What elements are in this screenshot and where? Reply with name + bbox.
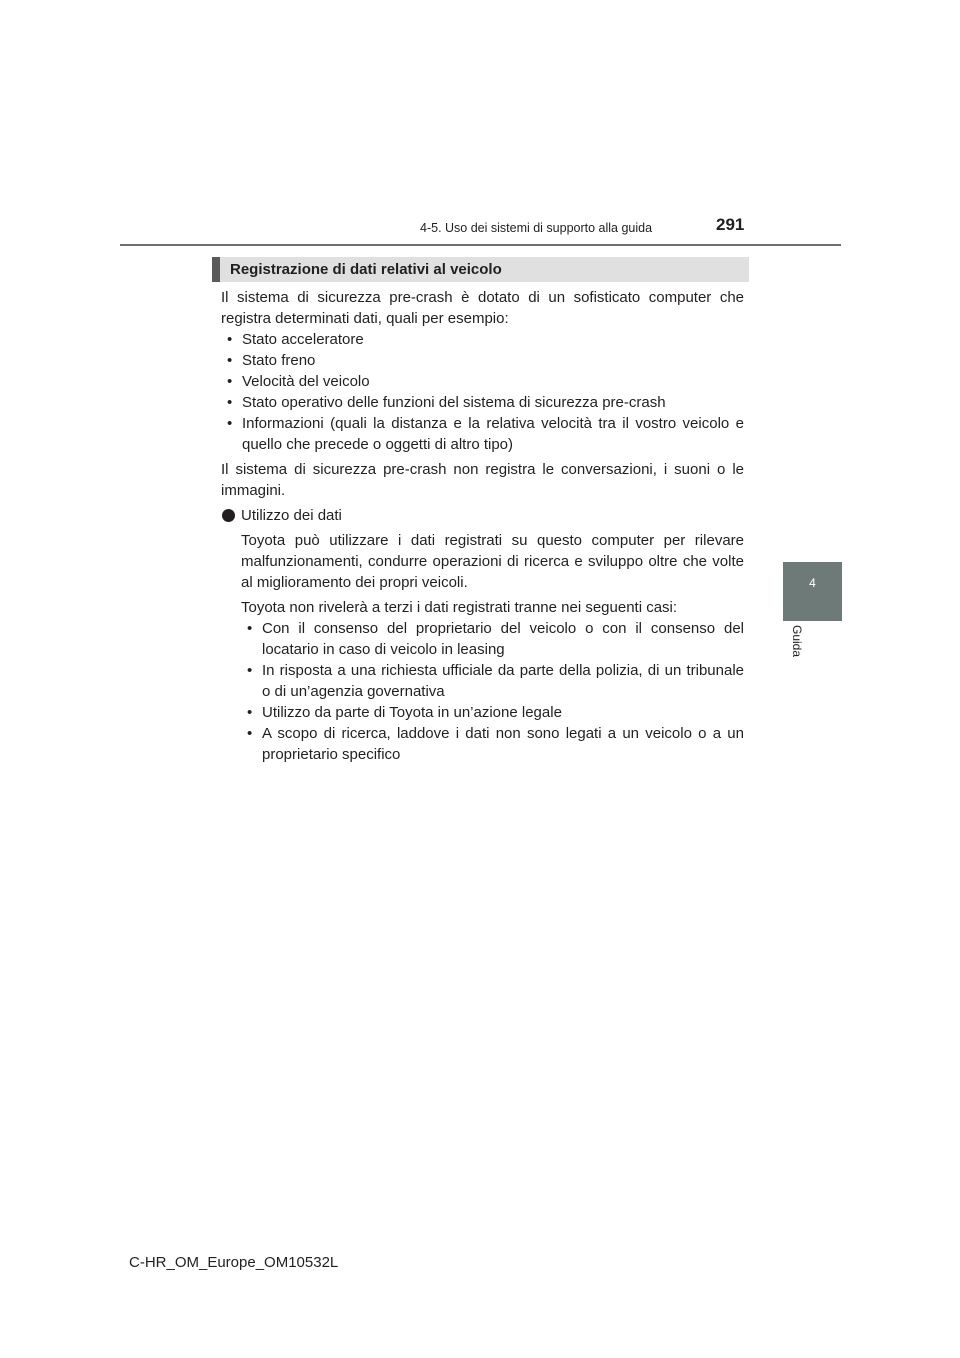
chapter-tab-label: Guida [790, 625, 804, 658]
section-heading-accent [212, 257, 220, 282]
note-paragraph: Il sistema di sicurezza pre-crash non registra le conversazioni, i suoni o le immagini. [221, 461, 744, 499]
list-item: • Stato freno [221, 350, 744, 371]
list-item: • Con il consenso del proprietario del veicolo o con il consenso del locatario in caso di veicolo in leasing [241, 618, 744, 660]
disclosure-cases-list [241, 618, 744, 765]
list-item: • Velocità del veicolo [221, 371, 744, 392]
list-item: • Stato operativo delle funzioni del sistema di sicurezza pre-crash [221, 392, 744, 413]
page-number: 291 [716, 215, 745, 234]
list-item: • Stato acceleratore [221, 329, 744, 350]
usage-body [221, 530, 744, 765]
header-divider [120, 244, 841, 246]
section-body [221, 287, 744, 765]
list-item: • A scopo di ricerca, laddove i dati non sono legati a un veicolo o a un proprietario specifico [241, 723, 744, 765]
section-heading-title: Registrazione di dati relativi al veicolo [230, 261, 502, 278]
list-item: • Utilizzo da parte di Toyota in un’azione legale [241, 702, 744, 723]
list-item: • Informazioni (quali la distanza e la relativa velocità tra il vostro veicolo e quello che precede o oggetti di altro tipo) [221, 413, 744, 455]
usage-paragraph-2: Toyota non rivelerà a terzi i dati registrati tranne nei seguenti casi: [241, 599, 678, 616]
header-section-title: 4-5. Uso dei sistemi di supporto alla guida [420, 221, 653, 235]
list-item: • In risposta a una richiesta ufficiale da parte della polizia, di un tribunale o di un’agenzia governativa [241, 660, 744, 702]
chapter-tab-number: 4 [809, 576, 816, 590]
usage-heading [221, 505, 744, 526]
section-heading [212, 257, 749, 282]
usage-heading-label: Utilizzo dei dati [241, 507, 342, 524]
intro-paragraph: Il sistema di sicurezza pre-crash è dotato di un sofisticato computer che registra determinati dati, quali per esempio: [221, 289, 744, 327]
document-code: C-HR_OM_Europe_OM10532L [129, 1254, 339, 1271]
recorded-data-list [221, 329, 744, 455]
bullet-circle-icon [222, 509, 235, 522]
chapter-tab [783, 562, 842, 621]
usage-paragraph-1: Toyota può utilizzare i dati registrati su questo computer per rilevare malfunzionamenti, condurre operazioni di ricerca e sviluppo oltre che volte al miglioramento dei propri veicoli. [241, 532, 744, 591]
